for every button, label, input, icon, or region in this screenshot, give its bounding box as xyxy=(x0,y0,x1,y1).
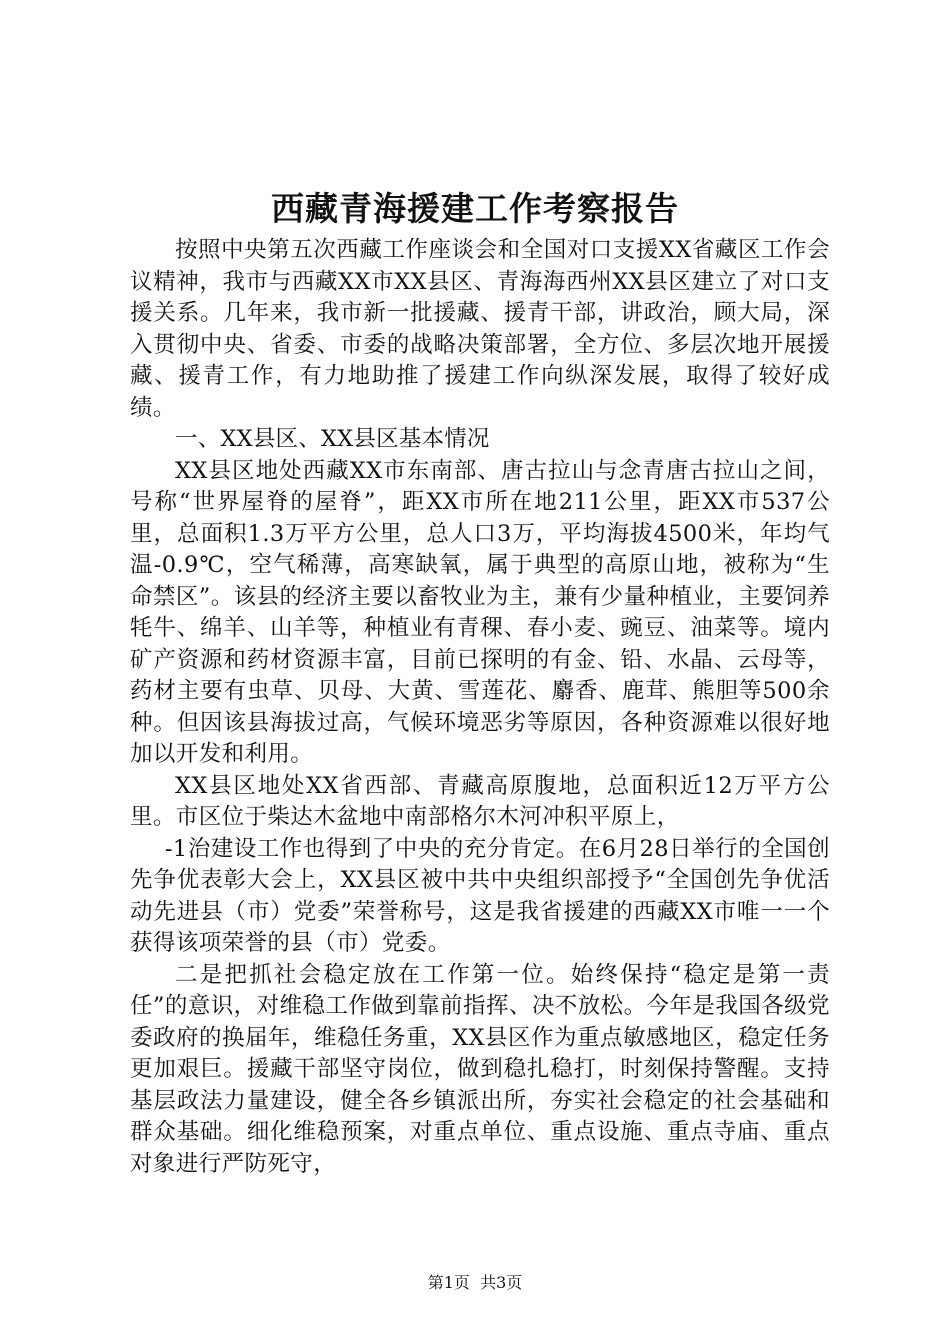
paragraph-party-building: -1治建设工作也得到了中央的充分肯定。在6月28日举行的全国创先争优表彰大会上，XX县区被中共中央组织部授予“全国创先争优活动先进县（市）党委”荣誉称号，这是我省援建的西藏XX市唯一一个获得该项荣誉的县（市）党委。 xyxy=(130,835,830,956)
section-heading-basic-info: 一、XX县区、XX县区基本情况 xyxy=(175,426,490,452)
paragraph-social-stability: 二是把抓社会稳定放在工作第一位。始终保持“稳定是第一责任”的意识，对维稳工作做到靠前指挥、决不放松。今年是我国各级党委政府的换届年，维稳任务重，XX县区作为重点敏感地区，稳定任务更加艰巨。援藏干部坚守岗位，做到稳扎稳打，时刻保持警醒。支持基层政法力量建设，健全各乡镇派出所，夯实社会稳定的社会基础和群众基础。细化维稳预案，对重点单位、重点设施、重点寺庙、重点对象进行严防死守， xyxy=(130,961,830,1177)
paragraph-county-qinghai: XX县区地处XX省西部、青藏高原腹地，总面积近12万平方公里。市区位于柴达木盆地中南部格尔木河冲积平原上， xyxy=(130,772,830,830)
document-title: 西藏青海援建工作考察报告 xyxy=(271,189,679,228)
document-body xyxy=(130,235,830,1180)
paragraph-county-tibet: XX县区地处西藏XX市东南部、唐古拉山与念青唐古拉山之间，号称“世界屋脊的屋脊”，距XX市所在地211公里，距XX市537公里，总面积1.3万平方公里，总人口3万，平均海拔4500米，年均气温-0.9℃，空气稀薄，高寒缺氧，属于典型的高原山地，被称为“生命禁区”。该县的经济主要以畜牧业为主，兼有少量种植业，主要饲养牦牛、绵羊、山羊等，种植业有青稞、春小麦、豌豆、油菜等。境内矿产资源和药材资源丰富，目前已探明的有金、铅、水晶、云母等，药材主要有虫草、贝母、大黄、雪莲花、麝香、鹿茸、熊胆等500余种。但因该县海拔过高，气候环境恶劣等原因，各种资源难以很好地加以开发和利用。 xyxy=(130,457,830,767)
paragraph-intro: 按照中央第五次西藏工作座谈会和全国对口支援XX省藏区工作会议精神，我市与西藏XX市XX县区、青海海西州XX县区建立了对口支援关系。几年来，我市新一批援藏、援青干部，讲政治，顾大局，深入贯彻中央、省委、市委的战略决策部署，全方位、多层次地开展援藏、援青工作，有力地助推了援建工作向纵深发展，取得了较好成绩。 xyxy=(130,237,830,421)
page-footer: 第1页 共3页 xyxy=(427,1273,523,1292)
